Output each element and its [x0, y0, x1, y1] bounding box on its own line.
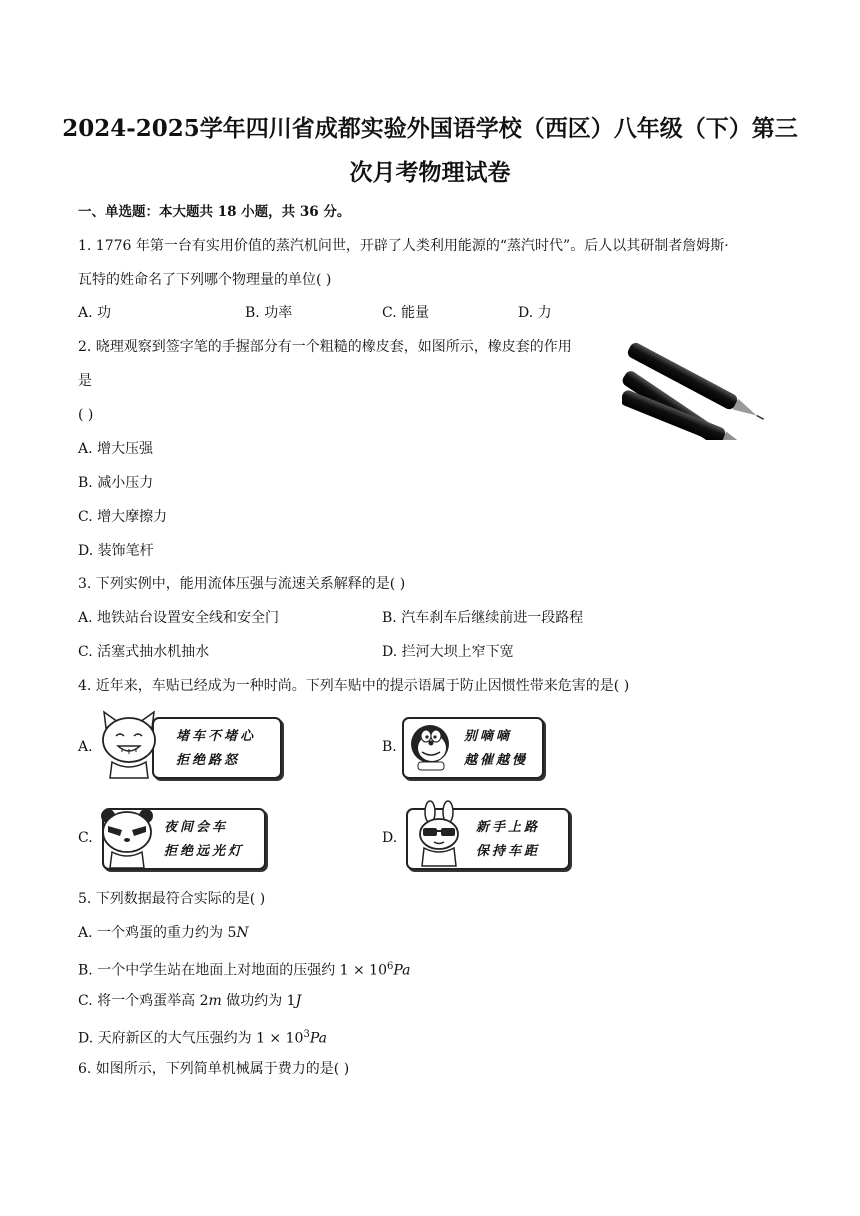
q3-option-d: D. 拦河大坝上窄下宽: [382, 644, 514, 660]
sticker-a: [152, 717, 282, 779]
q3-line1: 3. 下列实例中，能用流体压强与流速关系解释的是( ): [78, 576, 406, 592]
q5-d-unit: Pa: [309, 1030, 327, 1047]
q5-option-b: [78, 957, 411, 981]
q5-b-exponent: 6: [387, 961, 394, 972]
exam-title-line2: 次月考物理试卷: [349, 159, 511, 186]
section-heading: 一、单选题：本大题共 18 小题，共 36 分。: [78, 204, 351, 220]
q1-option-b: B. 功率: [245, 305, 293, 321]
q2-option-c: C. 增大摩擦力: [78, 509, 168, 525]
pens-image: [622, 336, 778, 440]
sticker-b-line1: 别嘀嘀: [464, 729, 513, 744]
q5-c-text2: 做功约为 1: [221, 993, 296, 1009]
q5-line1: 5. 下列数据最符合实际的是( ): [78, 891, 266, 907]
q2-option-a: A. 增大压强: [78, 441, 154, 457]
sticker-d-line2: 保持车距: [476, 844, 541, 859]
q4-label-c: C.: [78, 830, 93, 846]
q3-option-c: C. 活塞式抽水机抽水: [78, 644, 210, 660]
q1-line2: 瓦特的姓命名了下列哪个物理量的单位( ): [78, 272, 332, 288]
q2-line3: ( ): [78, 407, 94, 423]
q5-c-unit: J: [295, 993, 302, 1009]
q2-line1: 2. 晓理观察到签字笔的手握部分有一个粗糙的橡皮套，如图所示，橡皮套的作用: [78, 339, 572, 355]
q5-c-meter: m: [208, 993, 222, 1009]
q1-option-a: A. 功: [78, 305, 112, 321]
q2-option-b: B. 减小压力: [78, 475, 154, 491]
q5-option-c: [78, 991, 301, 1011]
doraemon-cartoon-icon: [406, 722, 456, 772]
q5-d-text: D. 天府新区的大气压强约为 1 × 10: [78, 1030, 304, 1047]
q5-d-exponent: 3: [303, 1029, 310, 1040]
q2-line2: 是: [78, 373, 92, 389]
sticker-c-line2: 拒绝远光灯: [164, 844, 245, 859]
cat-cartoon-icon: [96, 708, 162, 782]
sticker-a-line2: 拒绝路怒: [176, 753, 241, 768]
q5-a-unit: N: [236, 925, 249, 941]
q5-b-unit: Pa: [393, 962, 411, 979]
q5-b-text: B. 一个中学生站在地面上对地面的压强约 1 × 10: [78, 962, 387, 979]
q2-option-d: D. 装饰笔杆: [78, 543, 154, 559]
q4-line1: 4. 近年来，车贴已经成为一种时尚。下列车贴中的提示语属于防止因惯性带来危害的是( ): [78, 678, 630, 694]
q4-label-b: B.: [382, 739, 397, 755]
q3-option-a: A. 地铁站台设置安全线和安全门: [78, 610, 280, 626]
q6-line1: 6. 如图所示，下列简单机械属于费力的是( ): [78, 1061, 350, 1077]
exam-title-line1: 2024-2025学年四川省成都实验外国语学校（西区）八年级（下）第三: [62, 115, 798, 142]
panda-cartoon-icon: [96, 806, 162, 870]
sticker-a-line1: 堵车不堵心: [176, 729, 257, 744]
q5-c-text: C. 将一个鸡蛋举高 2: [78, 993, 209, 1009]
sticker-c-line1: 夜间会车: [164, 820, 229, 835]
q3-option-b: B. 汽车刹车后继续前进一段路程: [382, 610, 584, 626]
sticker-b-line2: 越催越慢: [464, 753, 529, 768]
q5-option-a: [78, 923, 249, 943]
q1-line1: 1. 1776 年第一台有实用价值的蒸汽机问世，开辟了人类利用能源的“蒸汽时代”。后人以其研制者詹姆斯·: [78, 238, 729, 254]
q1-option-c: C. 能量: [382, 305, 430, 321]
q5-option-d: [78, 1025, 327, 1049]
rabbit-cartoon-icon: [410, 800, 470, 868]
q1-option-d: D. 力: [518, 305, 552, 321]
sticker-d-line1: 新手上路: [476, 820, 541, 835]
q4-label-a: A.: [78, 739, 93, 755]
q5-a-text: A. 一个鸡蛋的重力约为 5: [78, 925, 237, 941]
q4-label-d: D.: [382, 830, 398, 846]
